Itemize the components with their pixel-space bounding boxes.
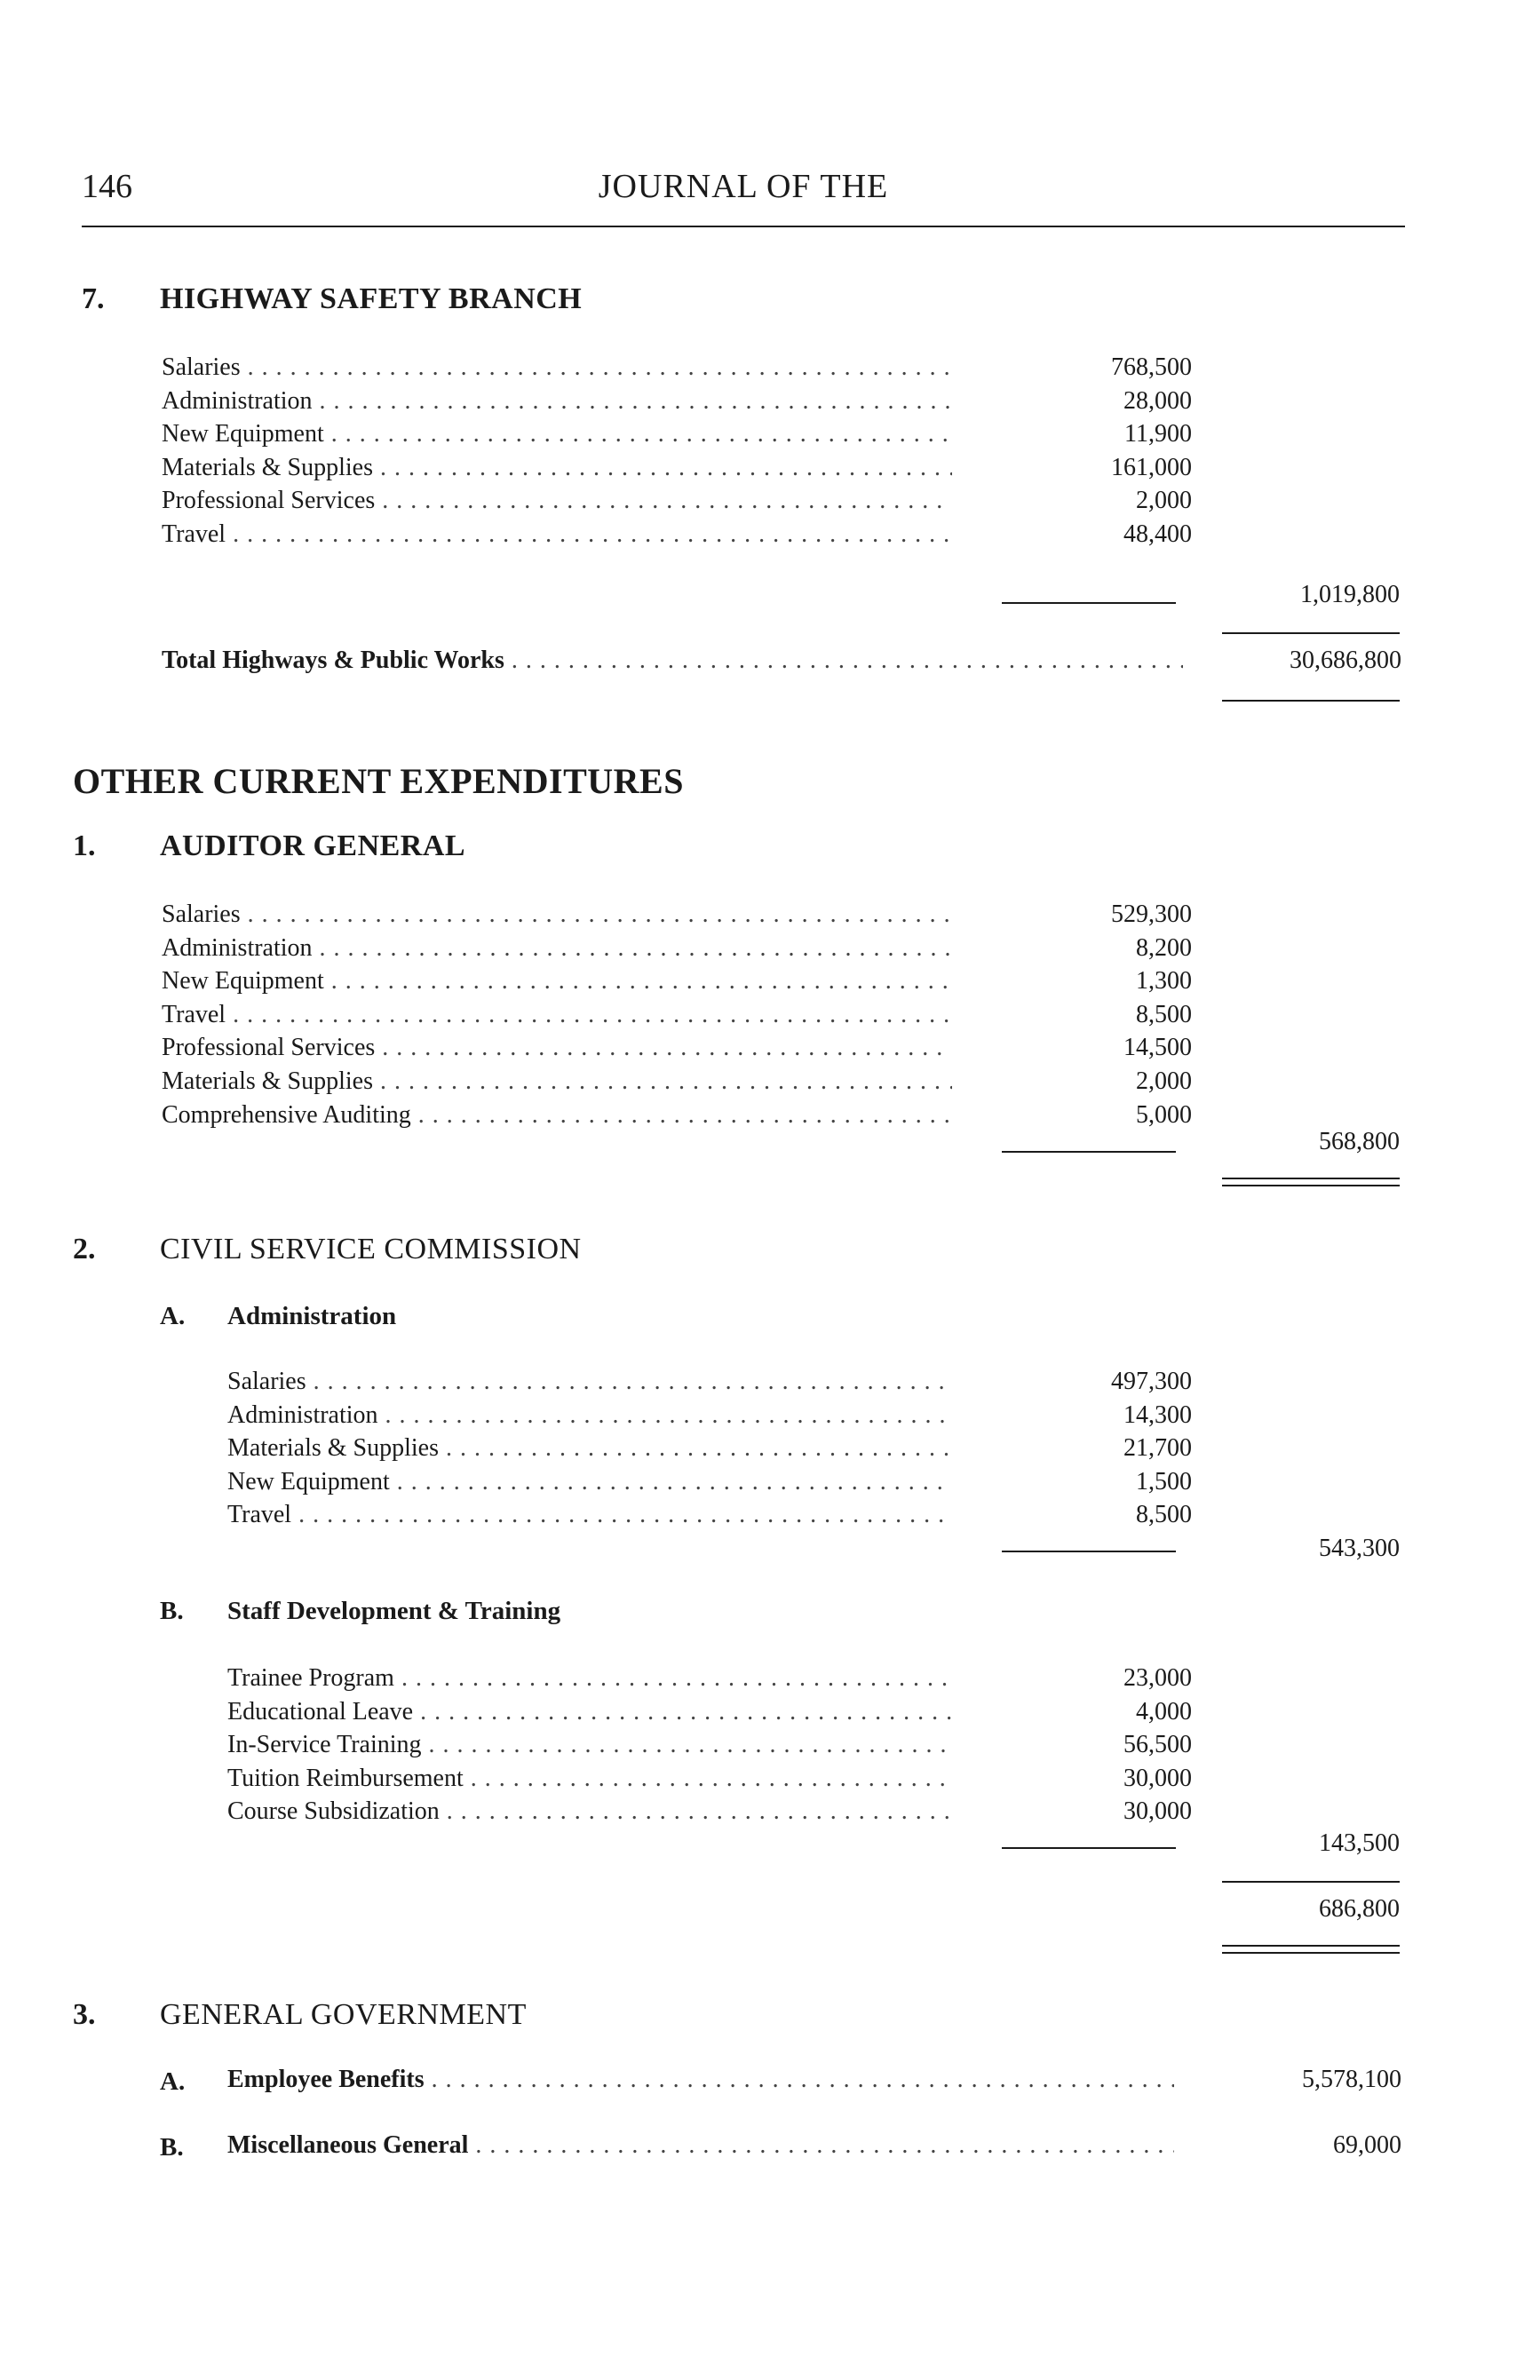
line-item-amount: 30,000 (1123, 1764, 1192, 1792)
line-item (227, 1661, 1192, 1694)
line-item-amount: 161,000 (1111, 453, 1192, 481)
line-item-label: Materials & Supplies . . . (162, 454, 952, 482)
line-item-label: Tuition Reimbursement . . . (227, 1765, 952, 1793)
line-item-label: Administration . . . (162, 387, 952, 416)
line-item-amount: 11,900 (1124, 420, 1192, 448)
line-item-amount: 4,000 (1136, 1697, 1192, 1726)
line-item-amount: 5,000 (1136, 1100, 1192, 1129)
line-item-amount: 8,500 (1136, 1000, 1192, 1028)
line-item (227, 1794, 1192, 1828)
employee-benefits-amount: 5,578,100 (1302, 2066, 1401, 2093)
miscellaneous-general-amount: 69,000 (1333, 2131, 1401, 2159)
line-item-amount: 30,000 (1123, 1797, 1192, 1826)
line-item-label: Administration . . . (162, 934, 952, 963)
running-head: JOURNAL OF THE (598, 168, 889, 205)
line-item-amount: 529,300 (1111, 900, 1192, 928)
line-item (162, 416, 1192, 450)
line-item-amount: 2,000 (1136, 1067, 1192, 1095)
subsection-letter: B. (160, 1597, 184, 1625)
header-rule (82, 226, 1405, 227)
line-item-label: Travel . . . (162, 1001, 952, 1029)
line-item (162, 1098, 1192, 1131)
subtotal-rule (1222, 1881, 1400, 1883)
subtotal-highway-safety: 1,019,800 (1300, 581, 1400, 608)
line-item (162, 1064, 1192, 1098)
line-item-amount: 48,400 (1123, 520, 1192, 548)
line-item-amount: 2,000 (1136, 487, 1192, 515)
miscellaneous-general-label: Miscellaneous General . . . (227, 2131, 1174, 2160)
subsection-letter: A. (160, 1302, 186, 1330)
total-civil-service: 686,800 (1319, 1895, 1400, 1923)
line-item (162, 964, 1192, 997)
heading-other-current-expenditures: OTHER CURRENT EXPENDITURES (73, 761, 684, 801)
subtotal-auditor-general: 568,800 (1319, 1128, 1400, 1155)
line-item (162, 350, 1192, 384)
highway-safety-items (162, 350, 1192, 551)
total-highways-line (162, 647, 1401, 682)
line-item (227, 1431, 1192, 1464)
line-item-label: In-Service Training . . . (227, 1731, 952, 1759)
double-rule (1222, 1178, 1400, 1186)
line-item-label: Travel . . . (162, 520, 952, 549)
miscellaneous-general-line (227, 2131, 1401, 2167)
column-rule (1002, 602, 1176, 604)
column-rule (1002, 1551, 1176, 1552)
line-item-label: Educational Leave . . . (227, 1698, 952, 1726)
line-item-amount: 8,500 (1136, 1501, 1192, 1529)
line-item-amount: 56,500 (1123, 1731, 1192, 1759)
line-item-amount: 497,300 (1111, 1368, 1192, 1395)
employee-benefits-label: Employee Benefits . . . (227, 2066, 1174, 2094)
subsection-letter: B. (160, 2133, 184, 2162)
line-item-label: Administration . . . (227, 1401, 952, 1430)
column-rule (1002, 1151, 1176, 1153)
section-number: 2. (73, 1233, 96, 1265)
line-item-label: New Equipment . . . (162, 967, 952, 996)
section-number: 7. (82, 282, 105, 315)
section-title-highway-safety: HIGHWAY SAFETY BRANCH (160, 282, 583, 315)
line-item-label: Comprehensive Auditing . . . (162, 1101, 952, 1130)
line-item-amount: 14,500 (1123, 1034, 1192, 1062)
line-item-amount: 8,200 (1136, 933, 1192, 962)
line-item (227, 1694, 1192, 1728)
section-title-auditor-general: AUDITOR GENERAL (160, 829, 466, 862)
line-item (162, 517, 1192, 551)
line-item (162, 997, 1192, 1031)
section-title-civil-service: CIVIL SERVICE COMMISSION (160, 1233, 582, 1265)
subtotal-rule (1222, 632, 1400, 634)
line-item-label: Salaries . . . (227, 1368, 952, 1396)
civil-service-administration-items (227, 1364, 1192, 1531)
line-item (162, 1030, 1192, 1064)
line-item (162, 897, 1192, 931)
section-title-general-government: GENERAL GOVERNMENT (160, 1998, 527, 2031)
line-item (162, 931, 1192, 964)
subsection-letter: A. (160, 2067, 186, 2096)
line-item-amount: 23,000 (1123, 1664, 1192, 1692)
line-item-amount: 1,300 (1136, 967, 1192, 996)
line-item-label: New Equipment . . . (227, 1468, 952, 1496)
line-item-amount: 1,500 (1136, 1467, 1192, 1495)
line-item (227, 1727, 1192, 1761)
line-item (162, 483, 1192, 517)
line-item (227, 1761, 1192, 1795)
line-item-label: New Equipment . . . (162, 420, 952, 448)
line-item-amount: 14,300 (1123, 1400, 1192, 1429)
subsection-title-administration: Administration (227, 1302, 397, 1330)
page-number: 146 (82, 168, 132, 205)
section-number: 3. (73, 1998, 96, 2031)
line-item-label: Travel . . . (227, 1501, 952, 1529)
double-rule (1222, 1945, 1400, 1954)
line-item-amount: 21,700 (1123, 1434, 1192, 1463)
total-highways-label: Total Highways & Public Works . . . (162, 647, 1183, 675)
line-item-label: Salaries . . . (162, 353, 952, 382)
employee-benefits-line (227, 2066, 1401, 2101)
line-item (227, 1398, 1192, 1432)
line-item-label: Materials & Supplies . . . (227, 1434, 952, 1463)
auditor-general-items (162, 897, 1192, 1130)
subtotal-staff-development: 143,500 (1319, 1829, 1400, 1857)
line-item (162, 384, 1192, 417)
subtotal-civil-service-administration: 543,300 (1319, 1535, 1400, 1562)
line-item-label: Professional Services . . . (162, 1034, 952, 1062)
line-item-amount: 768,500 (1111, 353, 1192, 381)
column-rule (1002, 1847, 1176, 1849)
subsection-title-staff-development: Staff Development & Training (227, 1597, 561, 1625)
section-number: 1. (73, 829, 96, 862)
line-item-label: Professional Services . . . (162, 487, 952, 515)
line-item (227, 1497, 1192, 1531)
total-rule (1222, 700, 1400, 702)
line-item-label: Salaries . . . (162, 900, 952, 929)
line-item-label: Course Subsidization . . . (227, 1797, 952, 1826)
total-highways-amount: 30,686,800 (1290, 647, 1401, 674)
line-item-label: Materials & Supplies . . . (162, 1067, 952, 1096)
line-item (162, 450, 1192, 484)
page-header (82, 167, 1405, 210)
line-item-amount: 28,000 (1123, 386, 1192, 415)
line-item (227, 1464, 1192, 1498)
line-item-label: Trainee Program . . . (227, 1664, 952, 1693)
line-item (227, 1364, 1192, 1398)
staff-development-items (227, 1661, 1192, 1828)
